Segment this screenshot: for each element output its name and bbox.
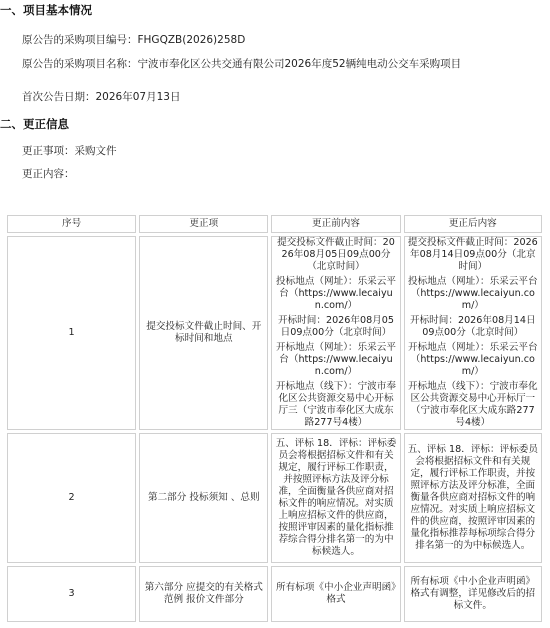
table-header-row <box>7 215 542 233</box>
after-line: 开标地点（网址）：乐采云平台（https://www.lecaiyun.com/） <box>408 342 538 377</box>
table-row <box>7 236 542 430</box>
correction-content-label: 更正内容： <box>22 168 75 180</box>
first-announce-date-label: 首次公告日期： <box>22 91 96 103</box>
row-number: 1 <box>7 236 136 430</box>
section-title-basic-info: 一、项目基本情况 <box>0 3 92 17</box>
after-line: 投标地点（网址）：乐采云平台（https://www.lecaiyun.com/） <box>408 276 538 311</box>
after-line: 开标时间：2026年08月14日09点00分（北京时间） <box>410 315 536 338</box>
project-number-label: 原公告的采购项目编号： <box>22 34 138 46</box>
before-line: 提交投标文件截止时间：2026年08月05日09点00分（北京时间） <box>277 237 395 272</box>
first-announce-date-value: 2026年07月13日 <box>95 91 181 103</box>
before-line: 开标地点（网址）：乐采云平台（https://www.lecaiyun.com/） <box>276 342 396 377</box>
project-number-value: FHGQZB(2026)258D <box>137 34 246 46</box>
row-item: 提交投标文件截止时间、开标时间和地点 <box>139 236 268 430</box>
before-line: 开标地点（线下）：宁波市奉化区公共资源交易中心开标厅三（宁波市奉化区大成东路277号4楼） <box>276 381 396 428</box>
table-row <box>7 566 542 622</box>
row-before-content: 五、评标 18．评标：评标委员会将根据招标文件和有关规定，履行评标工作职责，并按照评标方法及评分标准，全面衡量各供应商对招标文件的响应情况。对实质上响应招标文件的供应商，按照评审因素的量化指标推荐综合得分排名第一的为中标候选人。 <box>271 433 400 563</box>
row-number: 2 <box>7 433 136 563</box>
row-after-content <box>404 236 542 430</box>
header-before: 更正前内容 <box>271 215 400 233</box>
correction-item-row <box>22 143 117 158</box>
header-no: 序号 <box>7 215 136 233</box>
row-after-content: 所有标项《中小企业声明函》格式有调整，详见修改后的招标文件。 <box>404 566 542 622</box>
row-before-content <box>271 236 400 430</box>
after-line: 提交投标文件截止时间：2026年08月14日09点00分（北京时间） <box>407 237 538 272</box>
table-row <box>7 433 542 563</box>
correction-item-label: 更正事项： <box>22 145 75 157</box>
after-line: 开标地点（线下）：宁波市奉化区公共资源交易中心开标厅一（宁波市奉化区大成东路277号4楼） <box>408 381 538 428</box>
before-line: 投标地点（网址）：乐采云平台（https://www.lecaiyun.com/） <box>276 276 396 311</box>
row-number: 3 <box>7 566 136 622</box>
first-announce-date-row <box>22 89 180 104</box>
row-before-content: 所有标项《中小企业声明函》格式 <box>271 566 400 622</box>
row-after-content: 五、评标 18．评标：评标委员会将根据招标文件和有关规定，履行评标工作职责，并按照评标方法及评分标准，全面衡量各供应商对招标文件的响应情况。对实质上响应招标文件的供应商，按照评审因素的量化指标推荐每标项综合得分排名第一的为中标候选人。 <box>404 433 542 563</box>
correction-table <box>4 212 545 625</box>
before-line: 开标时间：2026年08月05日09点00分（北京时间） <box>278 315 394 338</box>
row-item: 第二部分 投标须知 、总则 <box>139 433 268 563</box>
project-name-label: 原公告的采购项目名称： <box>22 58 138 70</box>
header-after: 更正后内容 <box>404 215 542 233</box>
project-name-value: 宁波市奉化区公共交通有限公司2026年度52辆纯电动公交车采购项目 <box>137 58 462 70</box>
correction-item-value: 采购文件 <box>74 145 117 157</box>
row-item: 第六部分 应提交的有关格式范例 报价文件部分 <box>139 566 268 622</box>
header-item: 更正项 <box>139 215 268 233</box>
project-name-row <box>22 56 461 71</box>
section-title-correction-info: 二、更正信息 <box>0 117 69 131</box>
project-number-row <box>22 32 245 47</box>
